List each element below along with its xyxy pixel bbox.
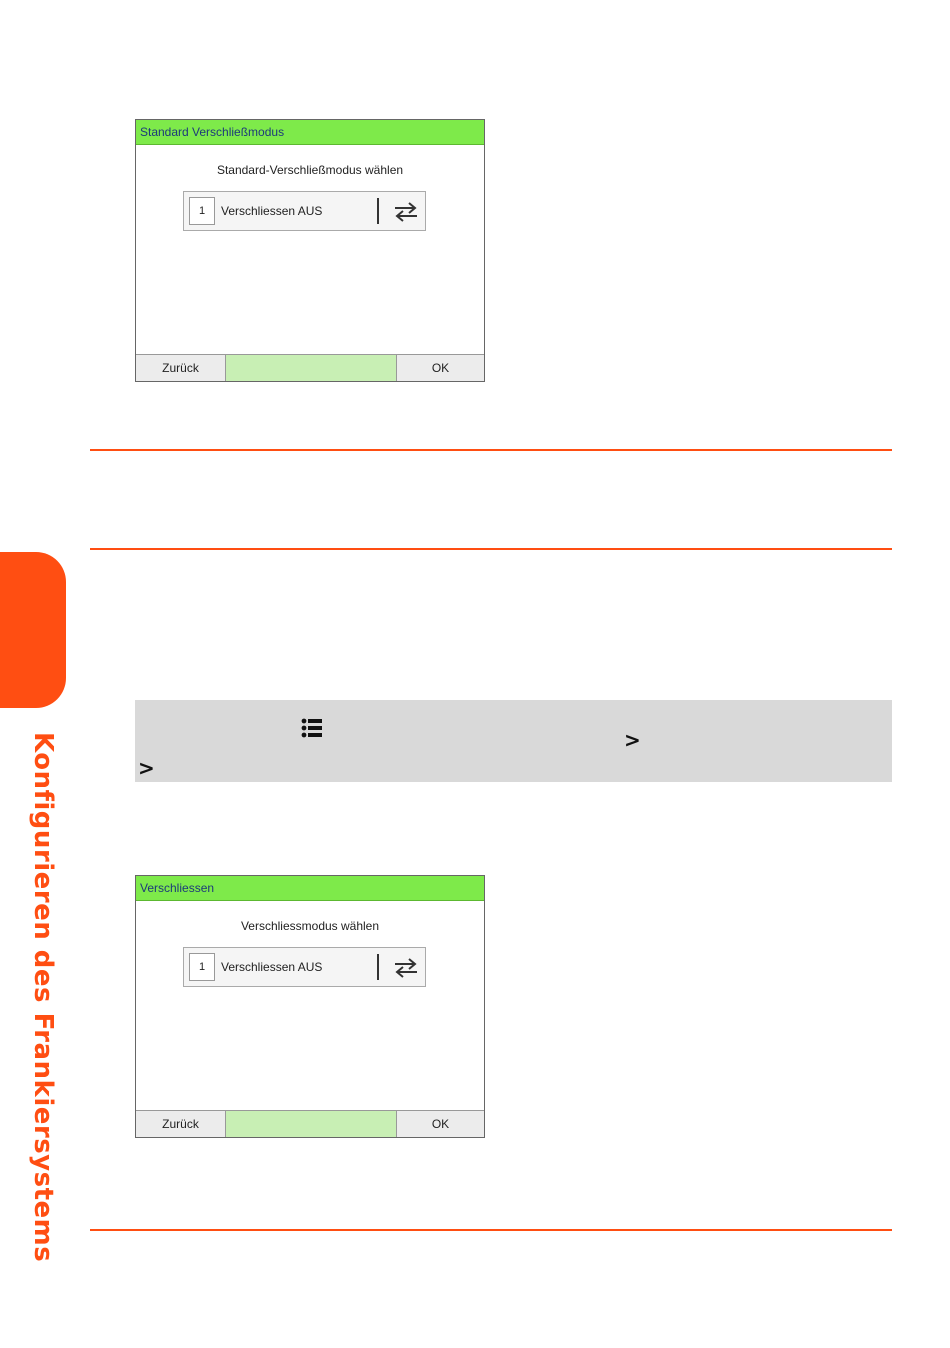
menu-path: [135, 700, 892, 782]
button-bar: [136, 1110, 484, 1137]
screen-header: Standard Verschließmodus: [136, 120, 484, 145]
sealing-mode-selector[interactable]: [183, 947, 426, 987]
back-button[interactable]: Zurück: [136, 1111, 226, 1137]
option-number: 1: [189, 197, 215, 225]
option-value: Verschliessen AUS: [221, 960, 323, 974]
chapter-tab: [0, 552, 66, 708]
button-bar: [136, 354, 484, 381]
screen-prompt: Verschliessmodus wählen: [240, 919, 380, 933]
path-separator: >: [138, 756, 155, 780]
divider: [377, 198, 379, 224]
chapter-title: Konfigurieren des Frankiersystems: [28, 732, 58, 1263]
swap-arrows-icon[interactable]: [391, 201, 421, 223]
section-divider: [90, 1229, 892, 1231]
ok-button[interactable]: OK: [396, 1111, 484, 1137]
option-number: 1: [189, 953, 215, 981]
ok-button[interactable]: OK: [396, 355, 484, 381]
screen-default-sealing-mode: [135, 119, 485, 382]
path-separator: >: [624, 728, 641, 752]
screen-header: Verschliessen: [136, 876, 484, 901]
swap-arrows-icon[interactable]: [391, 957, 421, 979]
back-button[interactable]: Zurück: [136, 355, 226, 381]
screen-prompt: Standard-Verschließmodus wählen: [216, 163, 404, 177]
divider: [377, 954, 379, 980]
option-value: Verschliessen AUS: [221, 204, 323, 218]
screen-sealing: [135, 875, 485, 1138]
section-divider: [90, 548, 892, 550]
sealing-mode-selector[interactable]: [183, 191, 426, 231]
list-menu-icon: [301, 717, 323, 739]
section-divider: [90, 449, 892, 451]
